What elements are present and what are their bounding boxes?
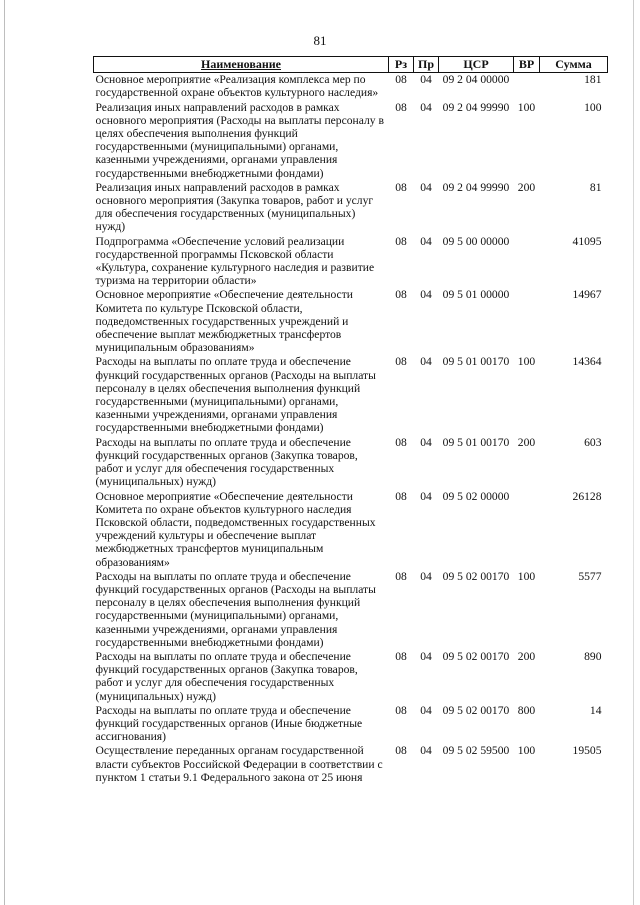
table-row [94,73,608,101]
cell-rz: 08 [395,744,407,758]
cell-pr: 04 [420,355,432,369]
cell-name: Основное мероприятие «Реализация комплекса мер по государственной охране объектов культурного наследия» [95,73,379,100]
cell-name: Расходы на выплаты по оплате труда и обеспечение функций государственных органов (Закупка товаров, работ и услуг для обеспечения государственных (муниципальных) нужд) [95,435,358,489]
header-rz: Рз [389,57,414,73]
cell-rz: 08 [395,180,407,194]
cell-sum: 603 [584,435,602,449]
cell-vr [514,235,540,289]
cell-csr: 09 5 02 00170 [442,649,510,663]
cell-vr: 100 [517,744,536,758]
table-row [94,744,608,785]
cell-vr: 200 [517,180,536,194]
cell-pr: 04 [420,180,432,194]
cell-name: Расходы на выплаты по оплате труда и обеспечение функций государственных органов (Расходы на выплаты персоналу в целях обеспечения выполнения функций государственными (муниципальными) органами, казенными учреждениями, органами управления государственными внебюджетными фондами) [95,355,376,435]
cell-pr: 04 [420,569,432,583]
cell-csr: 09 5 01 00170 [442,355,510,369]
cell-csr: 09 5 02 00170 [442,569,510,583]
cell-sum: 890 [584,649,602,663]
table-row [94,650,608,704]
cell-csr: 09 5 01 00170 [442,435,510,449]
cell-sum: 14364 [572,355,602,369]
cell-pr: 04 [420,649,432,663]
cell-sum: 14967 [572,288,602,302]
cell-csr: 09 2 04 99990 [442,180,510,194]
cell-vr: 100 [517,355,536,369]
cell-pr: 04 [420,744,432,758]
table-row [94,101,608,181]
cell-pr: 04 [420,73,432,87]
cell-sum: 14 [589,703,602,717]
cell-rz: 08 [395,649,407,663]
cell-vr: 800 [517,703,536,717]
cell-pr: 04 [420,703,432,717]
budget-table [93,56,608,785]
cell-sum: 26128 [572,489,602,503]
cell-vr: 200 [517,435,536,449]
table-row [94,436,608,490]
cell-name: Основное мероприятие «Обеспечение деятельности Комитета по охране объектов культурного наследия Псковской области, подведомственных государственных учреждений культуры и обеспечение выплат межбюджетных трансфертов муниципальным образованиям» [95,489,376,569]
cell-vr: 100 [517,569,536,583]
table-row [94,235,608,289]
cell-name: Основное мероприятие «Обеспечение деятельности Комитета по культуре Псковской области, подведомственных государственных учреждений и обеспечение выплат межбюджетных трансфертов муниципальным образованиям» [95,288,353,355]
cell-rz: 08 [395,489,407,503]
table-row [94,490,608,570]
cell-name: Расходы на выплаты по оплате труда и обеспечение функций государственных органов (Закупка товаров, работ и услуг для обеспечения государственных (муниципальных) нужд) [95,649,358,703]
cell-sum: 100 [584,100,602,114]
table-header-row [94,57,608,73]
cell-sum: 5577 [578,569,602,583]
cell-name: Реализация иных направлений расходов в рамках основного мероприятия (Закупка товаров, работ и услуг для обеспечения государственных (муниципальных) нужд) [95,180,374,234]
cell-pr: 04 [420,489,432,503]
scan-edge-right [633,0,634,905]
table-row [94,288,608,355]
cell-rz: 08 [395,100,407,114]
cell-pr: 04 [420,234,432,248]
cell-sum: 19505 [572,744,602,758]
cell-rz: 08 [395,355,407,369]
cell-name: Подпрограмма «Обеспечение условий реализации государственной программы Псковской области «Культура, сохранение культурного наследия и развитие туризма на территории области» [95,234,375,288]
cell-vr: 200 [517,649,536,663]
cell-name: Реализация иных направлений расходов в рамках основного мероприятия (Расходы на выплаты персоналу в целях обеспечения выполнения функций государственными (муниципальными) органами, казенными учреждениями, органами управления государственными внебюджетными фондами) [95,100,384,180]
cell-rz: 08 [395,435,407,449]
table-row [94,181,608,235]
budget-table-container [93,56,607,785]
cell-csr: 09 5 01 00000 [442,288,510,302]
cell-name: Расходы на выплаты по оплате труда и обеспечение функций государственных органов (Иные бюджетные ассигнования) [95,703,363,744]
cell-csr: 09 5 02 00000 [442,489,510,503]
cell-csr: 09 2 04 99990 [442,100,510,114]
cell-vr [514,288,540,355]
header-csr: ЦСР [439,57,514,73]
cell-rz: 08 [395,234,407,248]
cell-rz: 08 [395,73,407,87]
cell-rz: 08 [395,569,407,583]
cell-csr: 09 5 02 00170 [442,703,510,717]
cell-csr: 09 5 02 59500 [442,744,510,758]
cell-vr [514,73,540,101]
cell-pr: 04 [420,100,432,114]
cell-vr: 100 [517,100,536,114]
cell-pr: 04 [420,435,432,449]
cell-vr [514,490,540,570]
cell-csr: 09 2 04 00000 [442,73,510,87]
cell-sum: 41095 [572,234,602,248]
cell-name: Расходы на выплаты по оплате труда и обеспечение функций государственных органов (Расходы на выплаты персоналу в целях обеспечения выполнения функций государственными (муниципальными) органами, казенными учреждениями, органами управления государственными внебюджетными фондами) [95,569,376,649]
header-pr: Пр [414,57,439,73]
header-vr: ВР [514,57,540,73]
table-body [94,73,608,785]
table-row [94,355,608,435]
cell-rz: 08 [395,703,407,717]
header-name: Наименование [94,57,389,73]
header-sum: Сумма [540,57,608,73]
cell-name: Осуществление переданных органам государственной власти субъектов Российской Федерации в соответствии с пунктом 1 статьи 9.1 Федерального закона от 25 июня [95,744,383,784]
cell-sum: 181 [584,73,602,87]
cell-rz: 08 [395,288,407,302]
table-row [94,704,608,745]
scan-edge-left [4,0,5,905]
cell-sum: 81 [589,180,602,194]
table-row [94,570,608,650]
page-number: 81 [313,33,327,48]
cell-pr: 04 [420,288,432,302]
cell-csr: 09 5 00 00000 [442,234,510,248]
